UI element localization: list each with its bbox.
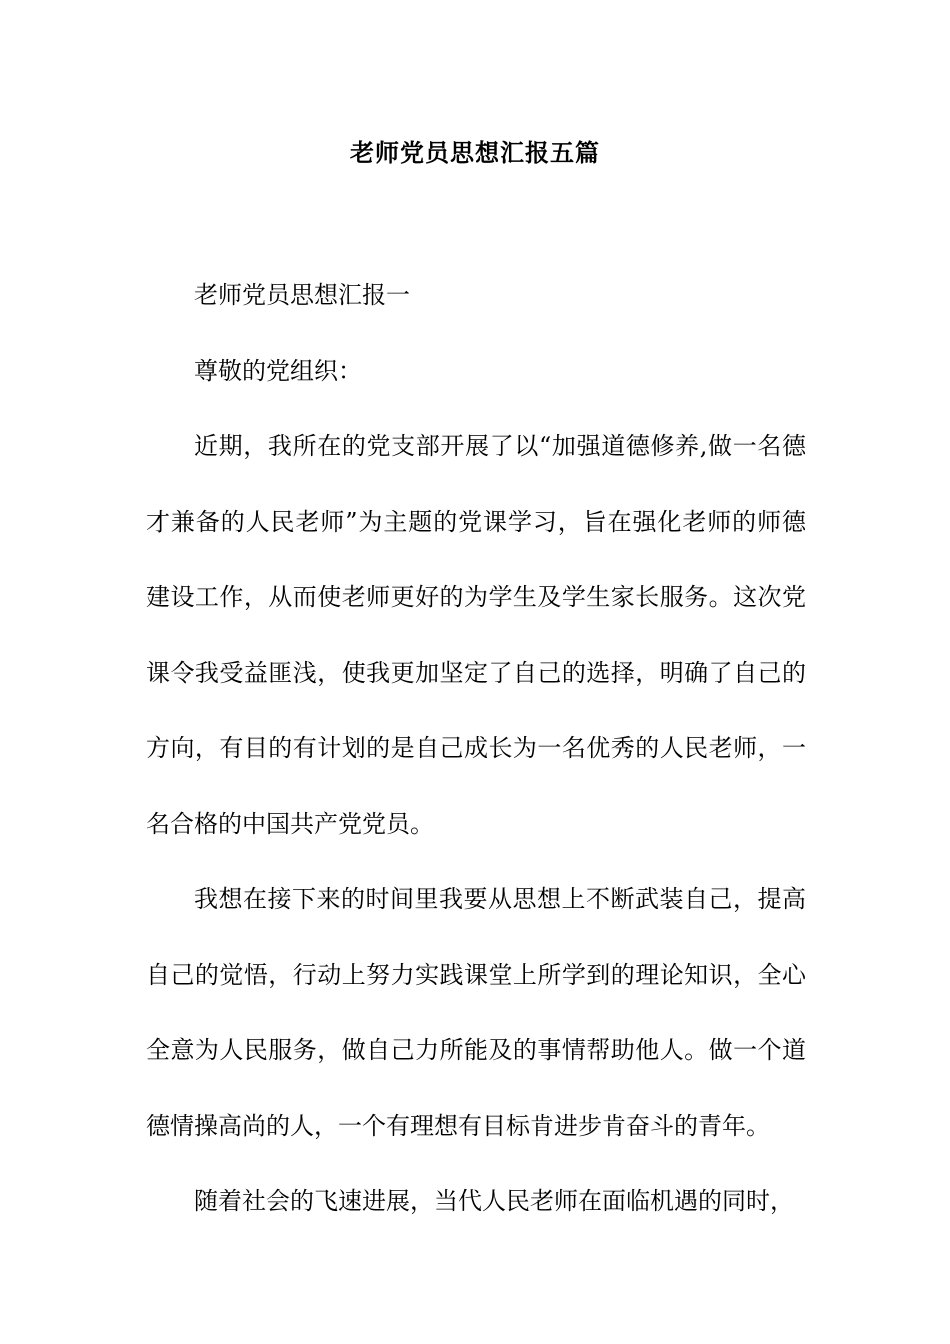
paragraph-body: 随着社会的飞速进展，当代人民老师在面临机遇的同时， <box>194 1187 794 1215</box>
paragraph-body: 近期，我所在的党支部开展了以“加强道德修养,做一名德才兼备的人民老师”为主题的党课学习，旨在强化老师的师德建设工作，从而使老师更好的为学生及学生家长服务。这次党课令我受益匪浅，使我更加坚定了自己的选择，明确了自己的方向，有目的有计划的是自己成长为一名优秀的人民老师，一名合格的中国共产党党员。 <box>146 432 806 838</box>
document-body <box>146 258 806 1240</box>
paragraph-salutation: 尊敬的党组织： <box>194 356 362 385</box>
paragraph-heading: 老师党员思想汇报一 <box>194 281 410 309</box>
document-title: 老师党员思想汇报五篇 <box>350 138 600 167</box>
paragraph-body: 我想在接下来的时间里我要从思想上不断武装自己，提高自己的觉悟，行动上努力实践课堂上所学到的理论知识，全心全意为人民服务，做自己力所能及的事情帮助他人。做一个道德情操高尚的人，一个有理想有目标肯进步肯奋斗的青年。 <box>146 885 806 1140</box>
